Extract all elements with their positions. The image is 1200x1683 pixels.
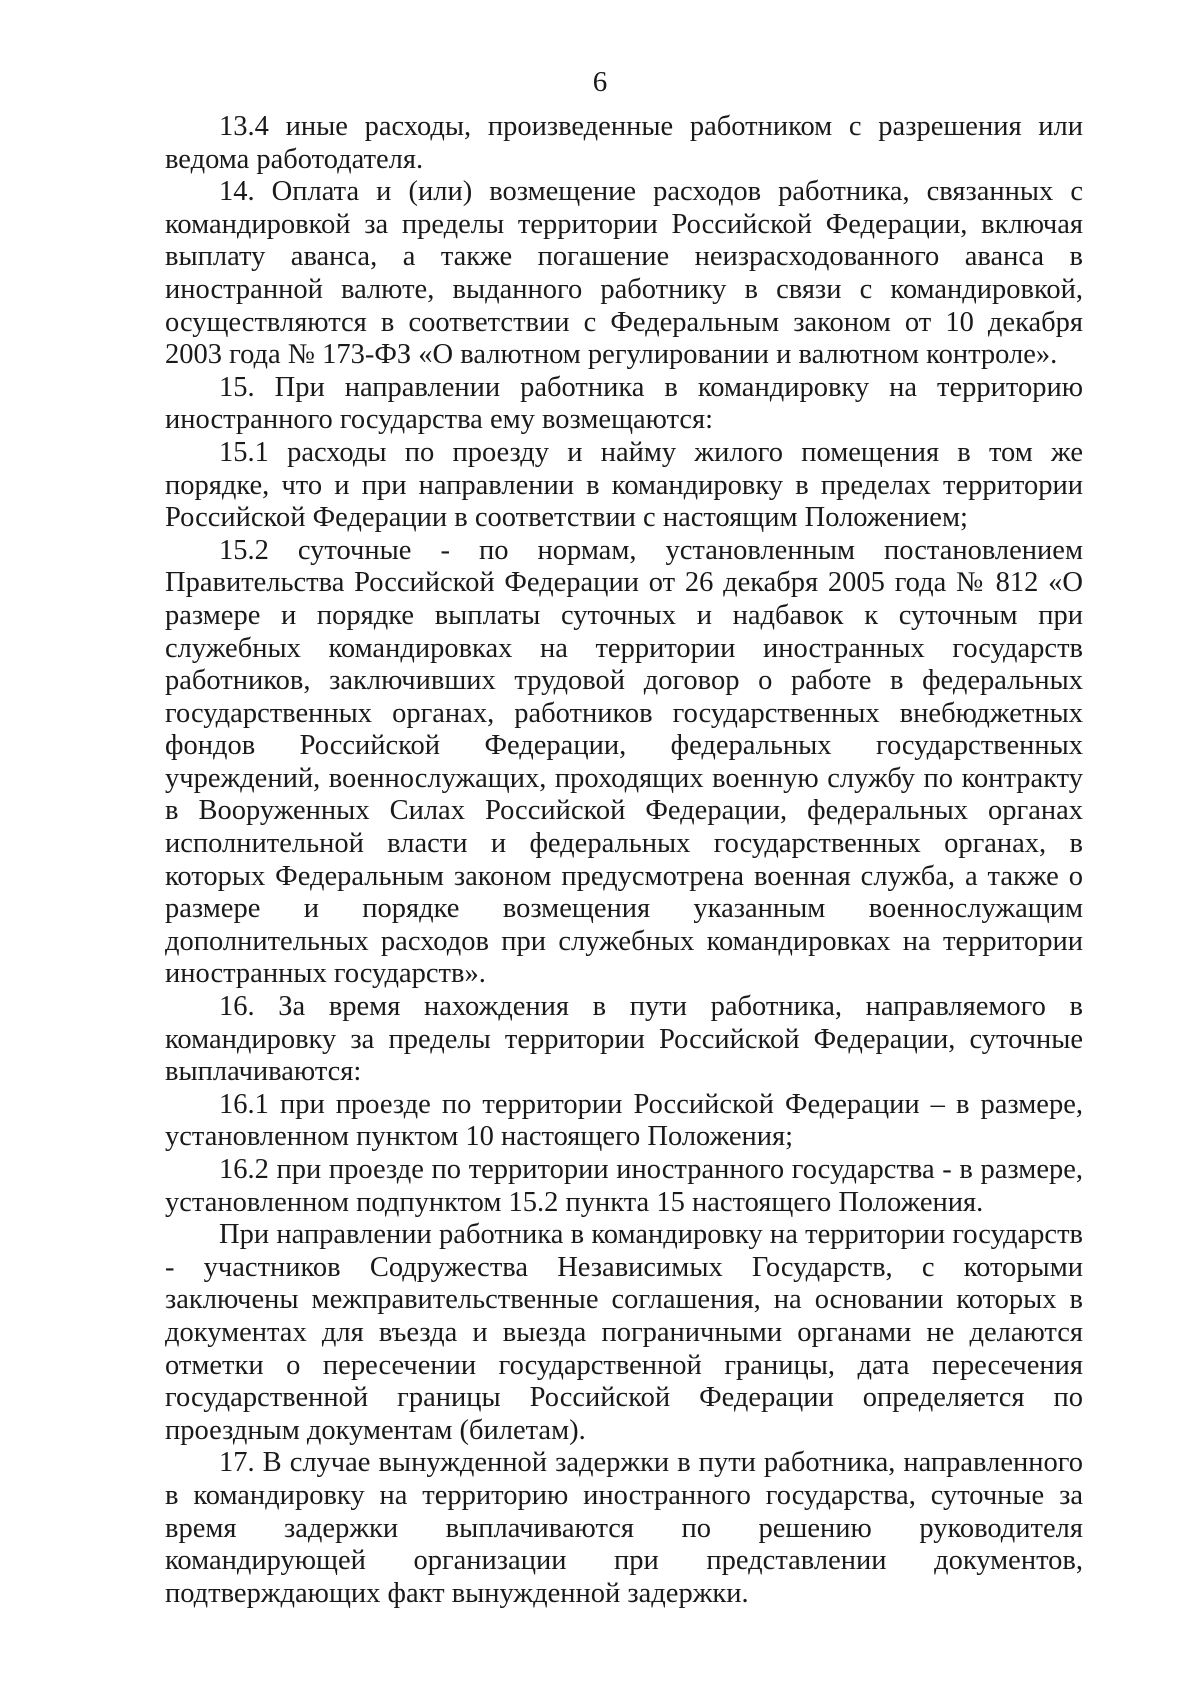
paragraph-13-4: 13.4 иные расходы, произведенные работником с разрешения или ведома работодателя. — [165, 111, 1083, 175]
paragraph-17: 17. В случае вынужденной задержки в пути работника, направленного в командировку на территорию иностранного государства, суточные за время задержки выплачиваются по решению руководителя командирующей организации при представлении документов, подтверждающих факт вынужденной задержки. — [165, 1447, 1083, 1609]
paragraph-14: 14. Оплата и (или) возмещение расходов работника, связанных с командировкой за пределы территории Российской Федерации, включая выплату аванса, а также погашение неизрасходованного аванса в иностранной валюте, выданного работнику в связи с командировкой, осуществляются в соответствии с Федеральным законом от 10 декабря 2003 года № 173-ФЗ «О валютном регулировании и валютном контроле». — [165, 176, 1083, 371]
paragraph-16-1: 16.1 при проезде по территории Российской Федерации – в размере, установленном пунктом 10 настоящего Положения; — [165, 1088, 1083, 1153]
paragraph-15: 15. При направлении работника в командировку на территорию иностранного государства ему возмещаются: — [165, 371, 1083, 436]
paragraph-16: 16. За время нахождения в пути работника, направляемого в командировку за пределы территории Российской Федерации, суточные выплачиваются: — [165, 991, 1083, 1088]
paragraph-15-1: 15.1 расходы по проезду и найму жилого помещения в том же порядке, что и при направлении в командировку в пределах территории Российской Федерации в соответствии с настоящим Положением; — [165, 436, 1083, 534]
document-body — [165, 111, 1083, 1610]
page-number: 6 — [592, 66, 608, 98]
paragraph-cis-border-crossing: При направлении работника в командировку на территории государств - участников Содружества Независимых Государств, с которыми заключены межправительственные соглашения, на основании которых в документах для въезда и выезда пограничными органами не делаются отметки о пересечении государственной границы, дата пересечения государственной границы Российской Федерации определяется по проездным документам (билетам). — [165, 1219, 1083, 1446]
paragraph-16-2: 16.2 при проезде по территории иностранного государства - в размере, установленном подпунктом 15.2 пункта 15 настоящего Положения. — [165, 1154, 1083, 1218]
paragraph-15-2: 15.2 суточные - по нормам, установленным постановлением Правительства Российской Федерации от 26 декабря 2005 года № 812 «О размере и порядке выплаты суточных и надбавок к суточным при служебных командировках на территории иностранных государств работников, заключивших трудовой договор о работе в федеральных государственных органах, работников государственных внебюджетных фондов Российской Федерации, федеральных государственных учреждений, военнослужащих, проходящих военную службу по контракту в Вооруженных Силах Российской Федерации, федеральных органах исполнительной власти и федеральных государственных органах, в которых Федеральным законом предусмотрена военная служба, а также о размере и порядке возмещения указанным военнослужащим дополнительных расходов при служебных командировках на территории иностранных государств». — [165, 534, 1083, 990]
